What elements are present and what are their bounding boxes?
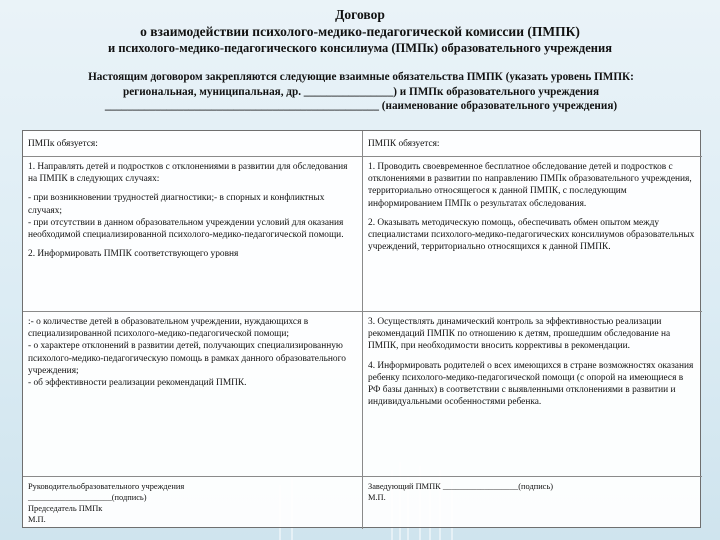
obligations-table [22,130,701,528]
left-column-header: ПМПк обязуется: [23,131,363,157]
left-signature-line: ____________________(подпись) [28,493,147,502]
right-obligations-block-2 [363,312,702,477]
intro-line1: Настоящим договором закрепляются следующие взаимные обязательства ПМПК (указать уровень ПМПК: [88,71,634,83]
document-title: Договор [335,7,385,22]
right-stamp-place: М.П. [368,493,386,502]
right-column-header: ПМПК обязуется: [363,131,702,157]
intro-line3: _________________________________________________ (наименование образовательного учреждения) [104,100,618,112]
right-item-4: 4. Информировать родителей о всех имеющихся в стране возможностях оказания ребенку психолого-медико-педагогической помощи (с опорой на имеющиеся в РФ базы данных) в соответствии с выявленными отклонениями в развитии и индивидуальными особенностями ребенка. [368,360,694,408]
left-item-1-case-b: - при отсутствии в данном образовательном учреждении условий для оказания необходимой специализированной психолого-медико-педагогической помощи. [28,217,344,241]
right-obligations-block-1 [363,157,702,312]
left-signature-role: Руководительобразовательного учреждения [28,482,185,491]
right-item-3: 3. Осуществлять динамический контроль за эффективностью реализации рекомендаций ПМПК по отношению к детям, прошедшим обследование на ПМПК, при необходимости вносить коррективы в рекомендации. [368,317,671,352]
right-item-2: 2. Оказывать методическую помощь, обеспечивать обмен опытом между специалистами психолого-медико-педагогических консилиумов образовательных учреждений, территориально относящихся к данной ПМПК. [368,217,695,253]
intro-paragraph [16,70,706,114]
right-signature-block [363,477,702,529]
document-header [0,6,720,56]
right-item-1: 1. Проводить своевременное бесплатное обследование детей и подростков с отклонениями в развитии по направлению ПМПк образовательного учреждения, территориально относящегося к данной ПМПК, с последующим информированием ПМПк о результатах обследования. [368,162,692,209]
left-chair-role: Председатель ПМПк [28,504,103,513]
left-item-1-case-a: - при возникновении трудностей диагностики;- в спорных и конфликтных случаях; [28,193,325,216]
left-obligations-block-1 [23,157,363,312]
left-item-1: 1. Направлять детей и подростков с отклонениями в развитии для обследования на ПМПК в следующих случаях: [28,162,348,185]
document-title-line2: о взаимодействии психолого-медико-педагогической комиссии (ПМПК) [140,24,580,39]
left-signature-block [23,477,363,529]
left-item-2-c: - об эффективности реализации рекомендаций ПМПК. [28,378,247,389]
intro-line2: региональная, муниципальная, др. ________________) и ПМПк образовательного учреждения [122,85,600,98]
left-stamp-place: М.П. [28,515,46,524]
left-item-2-a: :- о количестве детей в образовательном учреждении, нуждающихся в специализированной психолого-медико-педагогической помощи; [28,317,309,340]
right-signature-line: Заведующий ПМПК __________________(подпись) [368,482,554,491]
left-obligations-block-2 [23,312,363,477]
document-title-line3: и психолого-медико-педагогического консилиума (ПМПк) образовательного учреждения [108,41,612,55]
left-item-2-b: - о характере отклонений в развитии детей, получающих специализированную психолого-медико-педагогическую помощь в рамках данного образовательного учреждения; [28,341,346,376]
left-item-2: 2. Информировать ПМПК соответствующего уровня [28,249,239,260]
